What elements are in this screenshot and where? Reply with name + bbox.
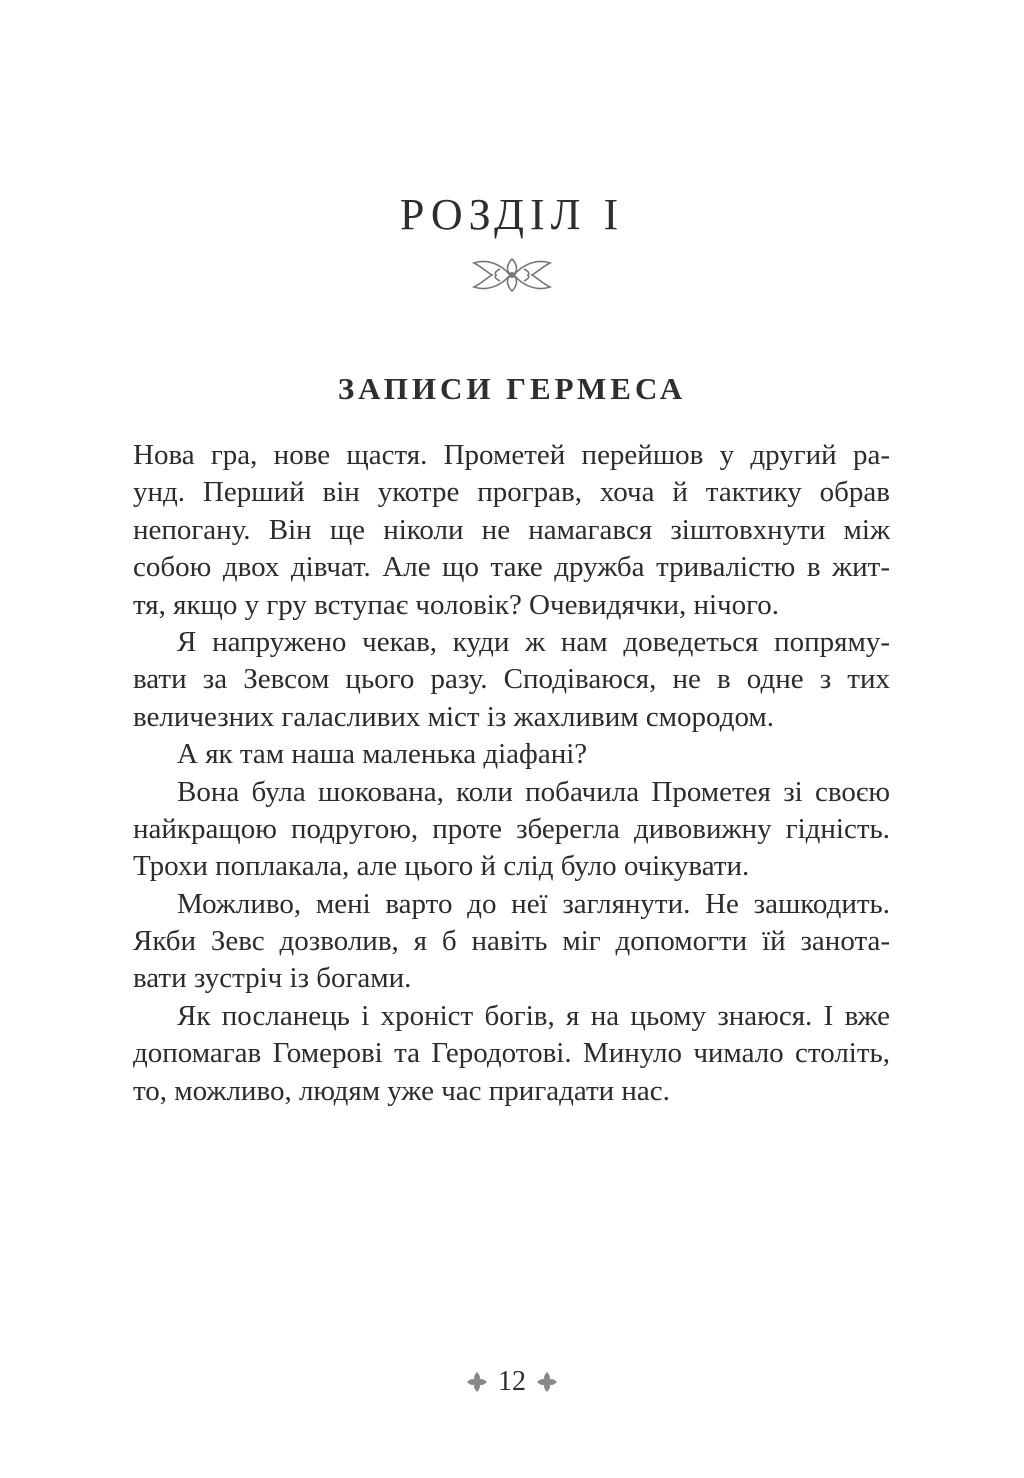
- chapter-body: [133, 437, 890, 1110]
- text-line: А як там наша маленька діафані?: [177, 738, 588, 771]
- text-line: найкращою подругою, проте зберегла дивовижну гідність.: [133, 812, 890, 845]
- text-line: непогану. Він ще ніколи не намагався зіштовхнути між: [133, 513, 890, 546]
- page-number: 12: [498, 1366, 526, 1397]
- text-line: собою двох дівчат. Але що таке дружба тривалістю в жит-: [133, 551, 890, 584]
- text-line: величезних галасливих міст із жахливим смородом.: [133, 700, 775, 733]
- floral-ornament-icon: [470, 253, 554, 297]
- text-line: Я напружено чекав, куди ж нам доведеться попряму-: [177, 625, 890, 658]
- leaf-ornament-icon: [464, 1369, 490, 1395]
- leaf-ornament-icon: [534, 1369, 560, 1395]
- text-line: Вона була шокована, коли побачила Прометея зі своєю: [177, 775, 890, 808]
- text-line: то, можливо, людям уже час пригадати нас.: [133, 1074, 670, 1107]
- text-line: Нова гра, нове щастя. Прометей перейшов у другий ра-: [133, 439, 890, 471]
- section-title: ЗАПИСИ ГЕРМЕСА: [337, 370, 687, 406]
- text-line: тя, якщо у гру вступає чоловік? Очевидячки, нічого.: [133, 588, 780, 621]
- page-footer: [0, 1366, 1024, 1398]
- text-line: Якби Зевс дозволив, я б навіть міг допомогти їй занота-: [133, 925, 890, 958]
- text-line: допомагав Гомерові та Геродотові. Минуло чимало століть,: [133, 1037, 890, 1070]
- text-line: вати зустріч із богами.: [133, 962, 412, 995]
- chapter-title: РОЗДІЛ І: [399, 190, 625, 240]
- text-line: вати за Зевсом цього разу. Сподіваюся, не в одне з тих: [133, 663, 890, 696]
- text-line: Як посланець і хроніст богів, я на цьому знаюся. І вже: [177, 999, 890, 1032]
- text-line: унд. Перший він укотре програв, хоча й тактику обрав: [133, 476, 890, 509]
- text-line: Трохи поплакала, але цього й слід було очікувати.: [133, 850, 750, 883]
- text-line: Можливо, мені варто до неї заглянути. Не зашкодить.: [177, 887, 890, 920]
